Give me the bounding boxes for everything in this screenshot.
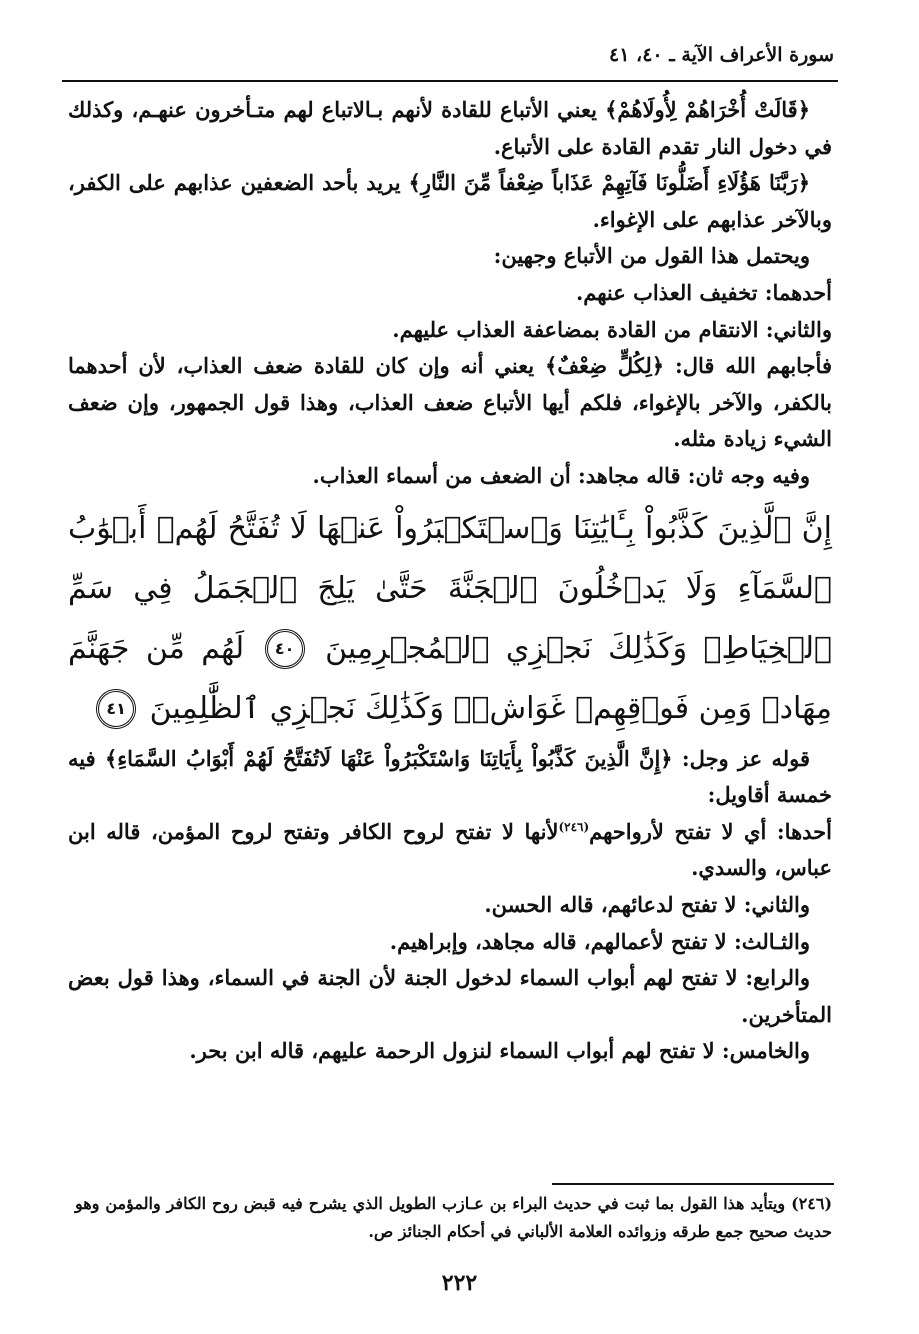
verse-41-text: لَهُم مِّن جَهَنَّمَ مِهَادٞ وَمِن فَوۡقِهِمۡ غَوَاشٖۚ وَكَذَٰلِكَ نَجۡزِي ٱلظَّٰلِمِينَ	[68, 630, 832, 726]
commentary-fourth: والرابع: لا تفتح لهم أبواب السماء لدخول الجنة لأن الجنة في السماء، وهذا قول بعض المتأخرين.	[68, 965, 832, 1027]
commentary-second: والثاني: لا تفتح لدعائهم، قاله الحسن.	[484, 891, 810, 917]
paragraph-2: ﴿رَبَّنَا هَؤُلَاءِ أَضَلُّونَا فَآتِهِمْ عَذَاباً ضِعْفاً مِّنَ النَّارِ﴾ يريد بأحد الضعفين عذابهم على الكفر، وبالآخر عذابهم على الإغواء.	[68, 170, 832, 232]
header-rule	[62, 80, 838, 82]
main-text	[68, 92, 832, 1070]
commentary-first-end: لأنها لا تفتح لروح الكافر وتفتح لروح المؤمن، قاله ابن عباس، والسدي.	[68, 818, 832, 881]
verse-40-text: إِنَّ ٱلَّذِينَ كَذَّبُواْ بِـَٔايَٰتِنَا وَٱسۡتَكۡبَرُواْ عَنۡهَا لَا تُفَتَّحُ لَهُمۡ أَبۡوَٰبُ ٱلسَّمَآءِ وَلَا يَدۡخُلُونَ ٱلۡجَنَّةَ حَتَّىٰ يَلِجَ ٱلۡجَمَلُ فِي سَمِّ ٱلۡخِيَاطِۚ وَكَذَٰلِكَ نَجۡزِي ٱلۡمُجۡرِمِينَ	[68, 510, 832, 666]
paragraph-6: فأجابهم الله قال: ﴿لِكُلٍّ ضِعْفٌ﴾ يعني أنه وإن كان للقادة ضعف العذاب، لأن أحدهما بالكفر، والآخر بالإغواء، فلكم أيها الأتباع ضعف العذاب، وهذا قول الجمهور، وإن ضعف الشيء زيادة مثله.	[68, 353, 832, 452]
commentary-first-start: أحدها: أي لا تفتح لأرواحهم	[589, 818, 832, 844]
commentary-third: والثـالث: لا تفتح لأعمالهم، قاله مجاهد، وإبراهيم.	[389, 928, 810, 954]
paragraph-7: وفيه وجه ثان: قاله مجاهد: أن الضعف من أسماء العذاب.	[312, 462, 810, 488]
running-title: سورة الأعراف الآية ـ ٤٠، ٤١	[609, 44, 834, 66]
paragraph-4: أحدهما: تخفيف العذاب عنهم.	[575, 279, 832, 305]
footnote-reference: (٢٤٦)	[558, 819, 590, 834]
commentary-intro: قوله عز وجل: ﴿إِنَّ الَّذِينَ كَذَّبُواْ بِأَيَاتِنَا وَاسْتَكْبَرُواْ عَنْهَا لَاتُفَتَّحُ لَهُمْ أَبْوَابُ السَّمَاءِ﴾ فيه خمسة أقاويل:	[68, 745, 832, 808]
verse-41-number-marker: ٤١	[96, 689, 136, 729]
footnote-246: (٢٤٦) ويتأيد هذا القول بما ثبت في حديث البراء بن عـازب الطويل الذي يشرح فيه قبض روح الكافر والمؤمن وهو حديث صحيح جمع طرقه وزوائده العلامة الألباني في أحكام الجنائز ص.	[75, 1194, 833, 1241]
paragraph-5: والثاني: الانتقام من القادة بمضاعفة العذاب عليهم.	[392, 316, 832, 342]
paragraph-1: ﴿قَالَتْ أُخْرَاهُمْ لِأُولَاهُمْ﴾ يعني الأتباع للقادة لأنهم بـالاتباع لهم متـأخرون عنهـم، وكذلك في دخول النار تقدم القادة على الأتباع.	[68, 97, 832, 159]
page-number: ٢٢٢	[441, 1270, 478, 1296]
verse-40-number-marker: ٤٠	[265, 629, 305, 669]
commentary-first	[68, 814, 832, 887]
commentary-fifth: والخامس: لا تفتح لهم أبواب السماء لنزول الرحمة عليهم، قاله ابن بحر.	[189, 1038, 810, 1064]
footnote-rule	[552, 1183, 834, 1185]
quran-verses	[68, 499, 832, 739]
paragraph-3: ويحتمل هذا القول من الأتباع وجهين:	[493, 243, 810, 269]
